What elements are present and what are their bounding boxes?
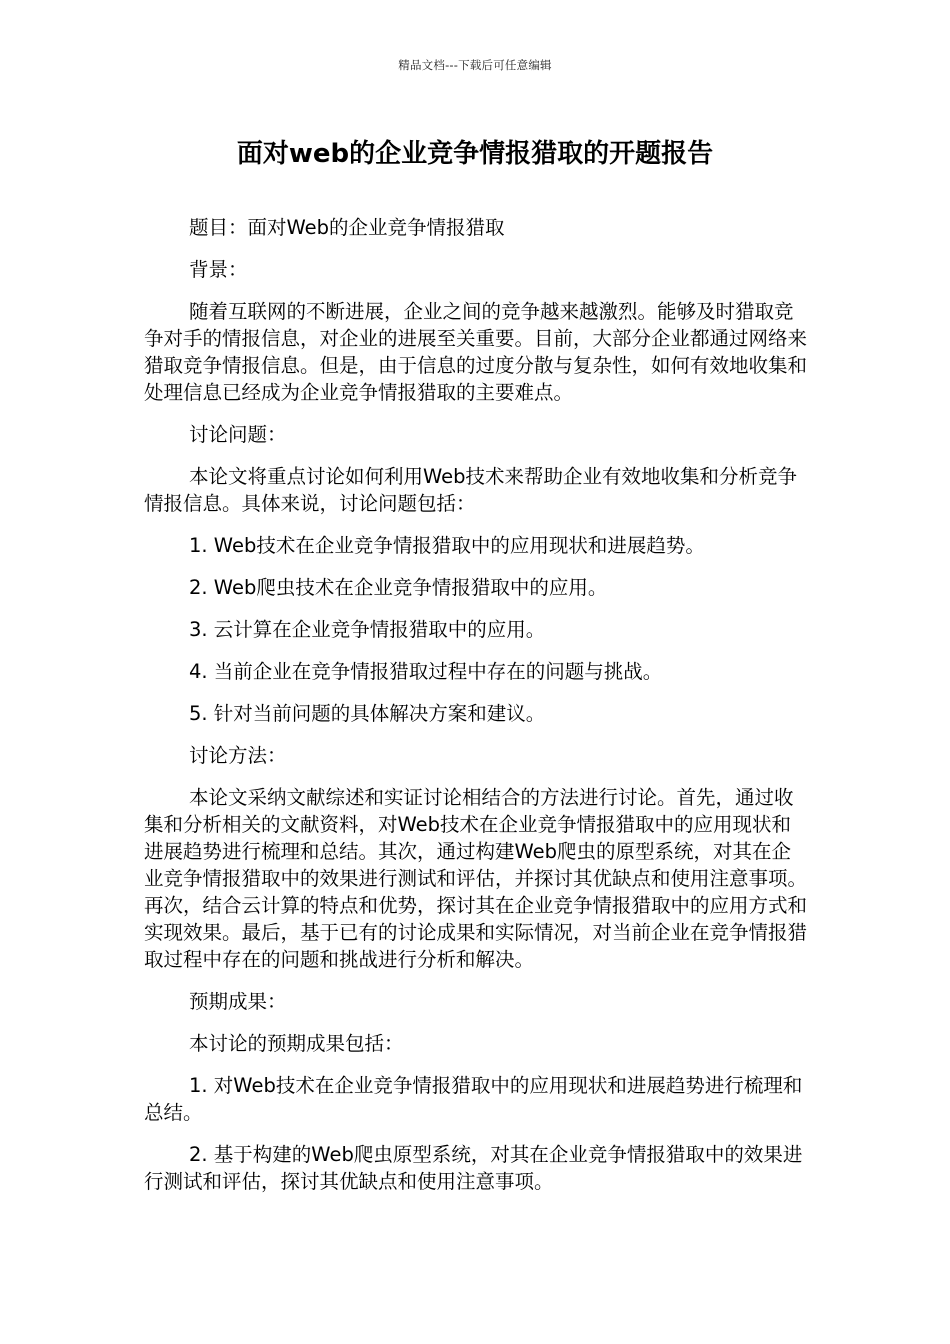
header-note: 精品文档---下载后可任意编辑	[398, 58, 552, 72]
heading-background: 背景：	[189, 258, 248, 281]
heading-methods: 讨论方法：	[189, 744, 287, 767]
paragraph-questions-intro: 本论文将重点讨论如何利用Web技术来帮助企业有效地收集和分析竞争情报信息。具体来说，讨论问题包括：	[144, 465, 798, 515]
paragraph-methods: 本论文采纳文献综述和实证讨论相结合的方法进行讨论。首先，通过收集和分析相关的文献资料，对Web技术在企业竞争情报猎取中的应用现状和进展趋势进行梳理和总结。其次，通过构建Web爬虫的原型系统，对其在企业竞争情报猎取中的效果进行测试和评估，并探讨其优缺点和使用注意事项。再次，结合云计算的特点和优势，探讨其在企业竞争情报猎取中的应用方式和实现效果。最后，基于已有的讨论成果和实际情况，对当前企业在竞争情报猎取过程中存在的问题和挑战进行分析和解决。	[144, 786, 808, 971]
list-item-question-4: 4. 当前企业在竞争情报猎取过程中存在的问题与挑战。	[189, 660, 663, 683]
heading-outcomes: 预期成果：	[189, 990, 287, 1013]
paragraph-background: 随着互联网的不断进展，企业之间的竞争越来越激烈。能够及时猎取竞争对手的情报信息，对企业的进展至关重要。目前，大部分企业都通过网络来猎取竞争情报信息。但是，由于信息的过度分散与复杂性，如何有效地收集和处理信息已经成为企业竞争情报猎取的主要难点。	[144, 300, 808, 404]
list-item-outcome-2: 2. 基于构建的Web爬虫原型系统，对其在企业竞争情报猎取中的效果进行测试和评估，探讨其优缺点和使用注意事项。	[144, 1143, 803, 1193]
list-item-question-1: 1. Web技术在企业竞争情报猎取中的应用现状和进展趋势。	[189, 534, 705, 557]
list-item-question-2: 2. Web爬虫技术在企业竞争情报猎取中的应用。	[189, 576, 608, 599]
paragraph-outcomes-intro: 本讨论的预期成果包括：	[189, 1032, 404, 1055]
paragraph-topic: 题目：面对Web的企业竞争情报猎取	[189, 216, 505, 239]
document-title: 面对web的企业竞争情报猎取的开题报告	[236, 139, 714, 169]
list-item-question-3: 3. 云计算在企业竞争情报猎取中的应用。	[189, 618, 546, 641]
document-body	[144, 214, 810, 1210]
list-item-question-5: 5. 针对当前问题的具体解决方案和建议。	[189, 702, 546, 725]
list-item-outcome-1: 1. 对Web技术在企业竞争情报猎取中的应用现状和进展趋势进行梳理和总结。	[144, 1074, 803, 1124]
heading-questions: 讨论问题：	[189, 423, 287, 446]
